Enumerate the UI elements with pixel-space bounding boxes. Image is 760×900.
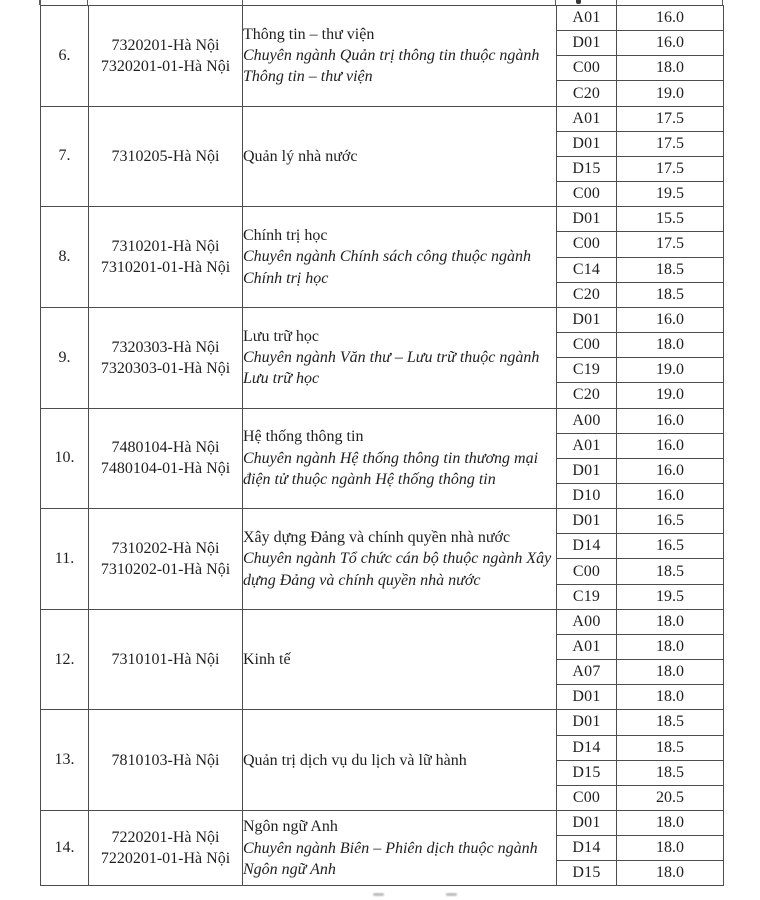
- major-code-line: 7220201-Hà Nội: [111, 829, 220, 847]
- score-cell: 15.5: [617, 207, 724, 232]
- table-row: [41, 408, 724, 433]
- major-code-line: 7310202-01-Hà Nội: [100, 560, 231, 578]
- score-cell: 17.5: [617, 232, 724, 257]
- combo-code-cell: A01: [557, 433, 617, 458]
- combo-code-cell: C00: [557, 56, 617, 81]
- table-row: [41, 307, 724, 332]
- table-row: [41, 710, 724, 735]
- major-code-line: 7480104-Hà Nội: [111, 439, 220, 457]
- major-name: Chính trị học: [243, 227, 328, 245]
- combo-code-cell: C00: [557, 333, 617, 358]
- major-code-line: 7310201-Hà Nội: [111, 237, 220, 255]
- major-code-cell: [89, 609, 243, 710]
- major-code-line: 7320303-01-Hà Nội: [100, 359, 231, 377]
- score-cell: 16.0: [617, 307, 724, 332]
- score-cell: 16.0: [617, 433, 724, 458]
- major-name: Quản lý nhà nước: [243, 147, 358, 165]
- score-cell: 19.0: [617, 383, 724, 408]
- scan-artifact: [373, 893, 384, 896]
- combo-code-cell: D01: [557, 710, 617, 735]
- score-cell: 18.0: [617, 56, 724, 81]
- score-cell: 18.0: [617, 609, 724, 634]
- score-cell: 19.5: [617, 584, 724, 609]
- combo-code-cell: C19: [557, 584, 617, 609]
- combo-code-cell: D01: [557, 509, 617, 534]
- combo-code-cell: A00: [557, 408, 617, 433]
- score-cell: 16.5: [617, 534, 724, 559]
- score-cell: 18.5: [617, 735, 724, 760]
- combo-code-cell: D01: [557, 31, 617, 56]
- admission-scores-table: [40, 5, 724, 886]
- cropped-glyph-fragment: [576, 0, 581, 4]
- table-row: [41, 609, 724, 634]
- combo-code-cell: D01: [557, 207, 617, 232]
- score-cell: 18.0: [617, 811, 724, 836]
- combo-code-cell: C20: [557, 383, 617, 408]
- combo-code-cell: D14: [557, 735, 617, 760]
- major-code-line: 7310201-01-Hà Nội: [100, 259, 231, 277]
- score-cell: 18.5: [617, 760, 724, 785]
- score-cell: 19.0: [617, 81, 724, 106]
- major-name-cell: [243, 408, 557, 509]
- combo-code-cell: D14: [557, 534, 617, 559]
- score-cell: 18.0: [617, 836, 724, 861]
- combo-code-cell: A07: [557, 660, 617, 685]
- score-cell: 16.0: [617, 6, 724, 31]
- combo-code-cell: D01: [557, 458, 617, 483]
- row-number-cell: 14.: [41, 811, 89, 886]
- combo-code-cell: D01: [557, 307, 617, 332]
- major-name: Ngôn ngữ Anh: [243, 818, 338, 836]
- combo-code-cell: C14: [557, 257, 617, 282]
- score-cell: 16.0: [617, 458, 724, 483]
- score-cell: 16.0: [617, 408, 724, 433]
- table-row: [41, 207, 724, 232]
- score-cell: 18.0: [617, 333, 724, 358]
- major-code-cell: [89, 207, 243, 308]
- major-name: Xây dựng Đảng và chính quyền nhà nước: [243, 529, 511, 547]
- score-cell: 18.5: [617, 559, 724, 584]
- major-code-line: 7320303-Hà Nội: [111, 338, 220, 356]
- major-code-cell: [89, 6, 243, 107]
- combo-code-cell: D15: [557, 156, 617, 181]
- major-code-cell: [89, 710, 243, 811]
- major-name-cell: [243, 207, 557, 308]
- major-name-cell: [243, 509, 557, 610]
- row-number-cell: 9.: [41, 307, 89, 408]
- score-cell: 18.0: [617, 634, 724, 659]
- row-number-cell: 11.: [41, 509, 89, 610]
- table-row: [41, 106, 724, 131]
- major-code-line: 7220201-01-Hà Nội: [100, 850, 231, 868]
- major-name-cell: [243, 811, 557, 886]
- score-cell: 16.5: [617, 509, 724, 534]
- scan-artifact: [446, 893, 457, 896]
- combo-code-cell: C00: [557, 232, 617, 257]
- major-specialty: Chuyên ngành Tổ chức cán bộ thuộc ngành Xây dựng Đảng và chính quyền nhà nước: [243, 550, 552, 589]
- major-name: Hệ thống thông tin: [243, 428, 364, 446]
- combo-code-cell: C19: [557, 358, 617, 383]
- major-name-cell: [243, 106, 557, 207]
- combo-code-cell: D01: [557, 685, 617, 710]
- score-cell: 17.5: [617, 156, 724, 181]
- major-code-cell: [89, 408, 243, 509]
- combo-code-cell: D15: [557, 861, 617, 886]
- major-code-line: 7310202-Hà Nội: [111, 539, 220, 557]
- row-number-cell: 10.: [41, 408, 89, 509]
- row-number-cell: 13.: [41, 710, 89, 811]
- combo-code-cell: C20: [557, 81, 617, 106]
- combo-code-cell: A01: [557, 634, 617, 659]
- score-cell: 18.0: [617, 861, 724, 886]
- row-number-cell: 6.: [41, 6, 89, 107]
- row-number-cell: 12.: [41, 609, 89, 710]
- score-cell: 16.0: [617, 483, 724, 508]
- combo-code-cell: C00: [557, 785, 617, 810]
- major-name-cell: [243, 6, 557, 107]
- score-cell: 17.5: [617, 106, 724, 131]
- major-name: Quản trị dịch vụ du lịch và lữ hành: [243, 751, 467, 769]
- combo-code-cell: D15: [557, 760, 617, 785]
- score-cell: 18.5: [617, 710, 724, 735]
- major-specialty: Chuyên ngành Chính sách công thuộc ngành Chính trị học: [243, 248, 531, 287]
- combo-code-cell: C20: [557, 282, 617, 307]
- major-code-cell: [89, 811, 243, 886]
- combo-code-cell: D01: [557, 811, 617, 836]
- score-cell: 18.5: [617, 257, 724, 282]
- major-code-cell: [89, 307, 243, 408]
- combo-code-cell: C00: [557, 559, 617, 584]
- major-code-cell: [89, 106, 243, 207]
- score-cell: 18.0: [617, 685, 724, 710]
- score-cell: 18.0: [617, 660, 724, 685]
- major-code-line: 7310101-Hà Nội: [111, 651, 220, 668]
- score-cell: 19.0: [617, 358, 724, 383]
- score-cell: 18.5: [617, 282, 724, 307]
- score-cell: 19.5: [617, 182, 724, 207]
- table-row: [41, 811, 724, 836]
- combo-code-cell: A01: [557, 6, 617, 31]
- combo-code-cell: A01: [557, 106, 617, 131]
- major-specialty: Chuyên ngành Văn thư – Lưu trữ thuộc ngành Lưu trữ học: [243, 349, 540, 388]
- major-name: Thông tin – thư viện: [243, 25, 375, 43]
- combo-code-cell: D14: [557, 836, 617, 861]
- score-cell: 17.5: [617, 131, 724, 156]
- row-number-cell: 8.: [41, 207, 89, 308]
- major-name: Kinh tế: [243, 650, 291, 668]
- major-specialty: Chuyên ngành Quản trị thông tin thuộc ngành Thông tin – thư viện: [243, 47, 540, 86]
- score-cell: 20.5: [617, 785, 724, 810]
- major-name: Lưu trữ học: [243, 327, 319, 345]
- combo-code-cell: D01: [557, 131, 617, 156]
- table-row: [41, 509, 724, 534]
- score-cell: 16.0: [617, 31, 724, 56]
- major-code-line: 7320201-Hà Nội: [111, 36, 220, 54]
- combo-code-cell: A00: [557, 609, 617, 634]
- combo-code-cell: C00: [557, 182, 617, 207]
- major-code-line: 7810103-Hà Nội: [111, 751, 220, 769]
- combo-code-cell: D10: [557, 483, 617, 508]
- table-row: [41, 6, 724, 31]
- major-code-line: 7480104-01-Hà Nội: [100, 460, 231, 478]
- major-code-line: 7320201-01-Hà Nội: [100, 57, 231, 75]
- row-number-cell: 7.: [41, 106, 89, 207]
- major-specialty: Chuyên ngành Hệ thống thông tin thương mại điện tử thuộc ngành Hệ thống thông tin: [243, 449, 539, 488]
- major-name-cell: [243, 710, 557, 811]
- major-name-cell: [243, 307, 557, 408]
- major-specialty: Chuyên ngành Biên – Phiên dịch thuộc ngành Ngôn ngữ Anh: [243, 839, 538, 878]
- major-code-line: 7310205-Hà Nội: [111, 147, 220, 165]
- major-name-cell: [243, 609, 557, 710]
- major-code-cell: [89, 509, 243, 610]
